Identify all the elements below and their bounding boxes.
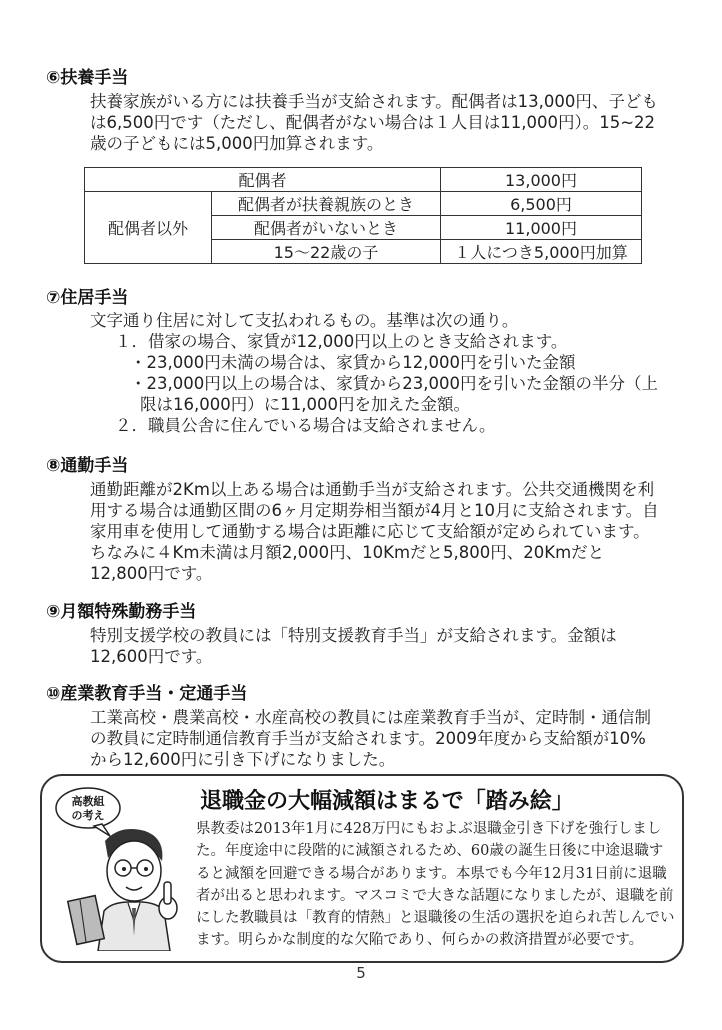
opinion-text — [196, 818, 675, 952]
section-heading-sangyo: ⑩産業教育手当・定通手当 — [46, 684, 248, 704]
text-line: 工業高校・農業高校・水産高校の教員には産業教育手当が、定時制・通信制 — [90, 708, 651, 727]
section-text-fuyou — [90, 91, 688, 154]
text-line: の教員に定時制通信教育手当が支給されます。2009年度から支給額が10% — [90, 729, 646, 748]
text-line: 県教委は2013年1月に428万円にもおよぶ退職金引き下げを強行しまし — [196, 821, 662, 837]
text-line: ると減額を回避できる場合があります。本県でも今年12月31日前に退職 — [196, 865, 667, 882]
text-line: 歳の子どもには5,000円加算されます。 — [90, 134, 384, 153]
page-number: 5 — [356, 964, 366, 982]
text-line: 通勤距離が2Km以上ある場合は通勤手当が支給されます。公共交通機関を利 — [90, 480, 655, 499]
text-line: 文字通り住居に対して支払われるもの。基準は次の通り。 — [90, 311, 519, 330]
table-cell: 配偶者 — [85, 168, 441, 192]
text-line: ・23,000円以上の場合は、家賃から23,000円を引いた金額の半分（上 — [130, 374, 658, 393]
text-line: 12,600円です。 — [90, 647, 213, 666]
text-line: 限は16,000円）に11,000円を加えた金額。 — [140, 395, 470, 414]
table-cell: 11,000円 — [441, 216, 642, 240]
text-line: 扶養家族がいる方には扶養手当が支給されます。配偶者は13,000円、子ども — [90, 92, 658, 111]
table-cell: 6,500円 — [441, 192, 642, 216]
svg-text:の考え: の考え — [71, 809, 105, 822]
text-line: 12,800円です。 — [90, 564, 213, 583]
section-text-jukyo — [90, 310, 688, 436]
section-text-sangyo — [90, 707, 688, 770]
table-row — [85, 168, 642, 192]
table-cell: 配偶者が扶養親族のとき — [212, 192, 441, 216]
text-line: ちなみに４Km未満は月額2,000円、10Kmだと5,800円、20Kmだと — [90, 543, 605, 562]
text-line: ・23,000円未満の場合は、家賃から12,000円を引いた金額 — [130, 353, 576, 372]
table-cell: 15～22歳の子 — [212, 240, 441, 264]
text-line: ２．職員公舎に住んでいる場合は支給されません。 — [115, 416, 496, 435]
text-line: 特別支援学校の教員には「特別支援教育手当」が支給されます。金額は — [90, 626, 617, 645]
section-heading-tokushu: ⑨月額特殊勤務手当 — [46, 602, 197, 622]
table-cell: 13,000円 — [441, 168, 642, 192]
table-cell: １人につき5,000円加算 — [441, 240, 642, 264]
table-cell-group: 配偶者以外 — [85, 192, 212, 264]
text-line: は6,500円です（ただし、配偶者がない場合は１人目は11,000円）。15~22 — [90, 113, 656, 132]
text-line: ます。明らかな制度的な欠陥であり、何らかの救済措置が必要です。 — [196, 932, 644, 949]
allowance-table — [84, 167, 642, 264]
section-text-tokushu — [90, 625, 688, 667]
text-line: にした教職員は「教育的情熱」と退職後の生活の選択を迫られ苦しんでい — [196, 910, 675, 927]
section-heading-jukyo: ⑦住居手当 — [46, 288, 129, 308]
text-line: 用する場合は通勤区間の6ヶ月定期券相当額が4月と10月に支給されます。自 — [90, 501, 659, 520]
section-text-tsukin — [90, 479, 688, 584]
svg-text:高教組: 高教組 — [71, 795, 105, 808]
section-heading-fuyou: ⑥扶養手当 — [46, 68, 129, 88]
text-line: 者が出ると思われます。マスコミで大きな話題になりましたが、退職を前 — [196, 887, 674, 904]
text-line: た。年度途中に段階的に減額されるため、60歳の誕生日後に中途退職す — [196, 843, 664, 860]
mascot-teacher-illustration — [50, 786, 190, 955]
text-line: から12,600円に引き下げになりました。 — [90, 750, 396, 769]
table-row — [85, 192, 642, 216]
text-line: 家用車を使用して通勤する場合は距離に応じて支給額が定められています。 — [90, 522, 650, 541]
opinion-title: 退職金の大幅減額はまるで「踏み絵」 — [200, 789, 574, 814]
text-line: １．借家の場合、家賃が12,000円以上のとき支給されます。 — [115, 332, 568, 351]
table-cell: 配偶者がいないとき — [212, 216, 441, 240]
section-heading-tsukin: ⑧通勤手当 — [46, 456, 129, 476]
